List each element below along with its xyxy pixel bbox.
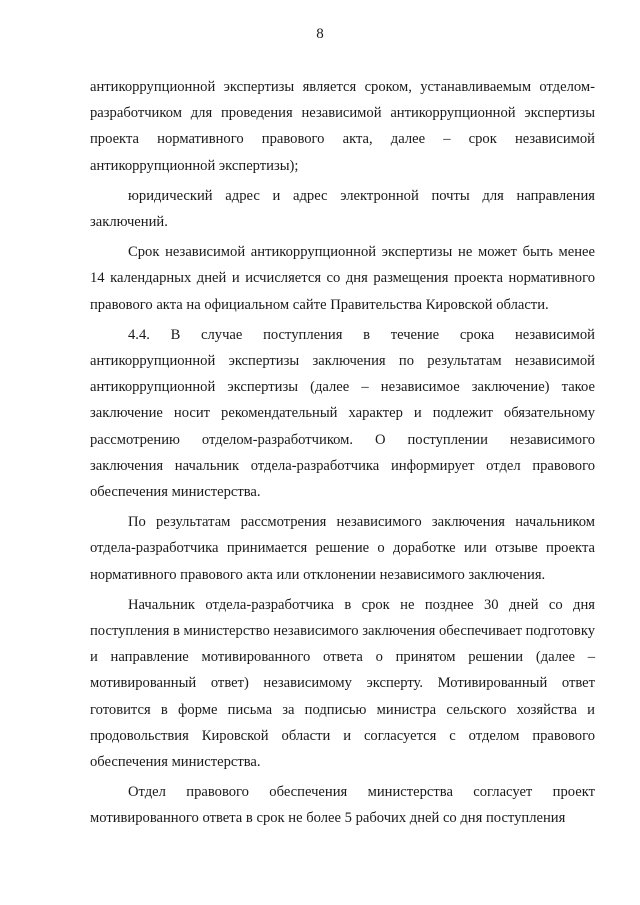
page-number: 8 bbox=[316, 26, 324, 42]
paragraph-section-4-4: 4.4. В случае поступления в течение срока независимой антикоррупционной экспертизы заключения по результатам независимой антикоррупционной экспертизы (далее – независимое заключение) такое заключение носит рекомендательный характер и подлежит обязательному рассмотрению отделом-разработчиком. О поступлении независимого заключения начальник отдела-разработчика информирует отдел правового обеспечения министерства. bbox=[90, 326, 595, 501]
paragraph-expertise-period: Срок независимой антикоррупционной экспертизы не может быть менее 14 календарных дней и исчисляется со дня размещения проекта нормативного правового акта на официальном сайте Правительства Кировской области. bbox=[90, 244, 595, 313]
paragraph-legal-address: юридический адрес и адрес электронной почты для направления заключений. bbox=[90, 187, 595, 231]
paragraph-legal-department-approval: Отдел правового обеспечения министерства согласует проект мотивированного ответа в срок не более 5 рабочих дней со дня поступления bbox=[90, 784, 595, 827]
paragraph-expertise-term-continuation: антикоррупционной экспертизы является сроком, устанавливаемым отделом-разработчиком для проведения независимой антикоррупционной экспертизы проекта нормативного правового акта, далее – срок независимой антикоррупционной экспертизы); bbox=[90, 79, 595, 174]
paragraph-motivated-answer: Начальник отдела-разработчика в срок не позднее 30 дней со дня поступления в министерство независимого заключения обеспечивает подготовку и направление мотивированного ответа о принятом решении (далее – мотивированный ответ) независимому эксперту. Мотивированный ответ готовится в форме письма за подписью министра сельского хозяйства и продовольствия Кировской области и согласуется с отделом правового обеспечения министерства. bbox=[90, 596, 595, 771]
document-body bbox=[90, 74, 595, 836]
paragraph-review-decision: По результатам рассмотрения независимого заключения начальником отдела-разработчика принимается решение о доработке или отзыве проекта нормативного правового акта или отклонении независимого заключения. bbox=[90, 514, 595, 583]
